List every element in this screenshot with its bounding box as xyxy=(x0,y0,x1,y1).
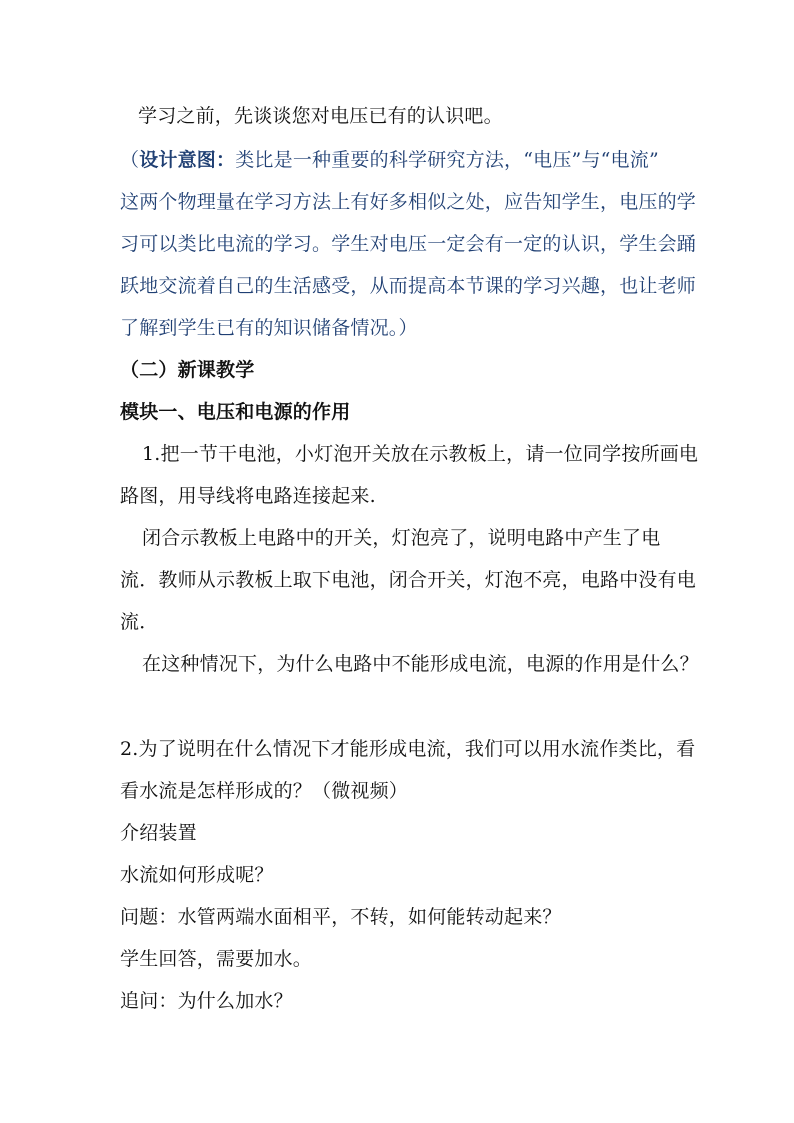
design-intent-line-2: 这两个物理量在学习方法上有好多相似之处，应告知学生，电压的学 xyxy=(120,191,697,213)
design-intent-line-4: 跃地交流着自己的生活感受，从而提高本节课的学习兴趣，也让老师 xyxy=(120,275,697,297)
section-title: （二）新课教学 xyxy=(120,359,255,381)
step1-line-5: 流． xyxy=(120,611,159,633)
design-intent-line-5: 了解到学生已有的知识储备情况。） xyxy=(120,317,418,339)
design-intent-line-3: 习可以类比电流的学习。学生对电压一定会有一定的认识，学生会踊 xyxy=(120,233,697,255)
step1-line-3: 闭合示教板上电路中的开关，灯泡亮了，说明电路中产生了电 xyxy=(142,527,661,549)
design-open-paren: （ xyxy=(120,149,140,171)
step1-line-2: 路图，用导线将电路连接起来. xyxy=(120,485,376,507)
design-intent-text: 类比是一种重要的科学研究方法，“电压”与“电流” xyxy=(235,149,659,171)
step2-line-4: 水流如何形成呢？ xyxy=(120,864,274,886)
design-intent-label: 设计意图： xyxy=(139,149,236,171)
step2-line-3: 介绍装置 xyxy=(120,822,197,844)
step2-line-5: 问题：水管两端水面相平，不转，如何能转动起来？ xyxy=(120,906,562,928)
module-title: 模块一、电压和电源的作用 xyxy=(120,401,351,423)
design-intent-line-1 xyxy=(120,147,659,173)
intro-paragraph: 学习之前，先谈谈您对电压已有的认识吧。 xyxy=(138,105,503,127)
step2-line-2: 看水流是怎样形成的？（微视频） xyxy=(120,780,409,802)
step1-line-1: 1.把一节干电池，小灯泡开关放在示教板上，请一位同学按所画电 xyxy=(142,443,699,465)
step2-line-1: 2.为了说明在什么情况下才能形成电流，我们可以用水流作类比，看 xyxy=(120,738,696,760)
step2-line-7: 追问：为什么加水？ xyxy=(120,990,293,1012)
step2-line-6: 学生回答，需要加水。 xyxy=(120,948,313,970)
step1-line-6: 在这种情况下，为什么电路中不能形成电流，电源的作用是什么？ xyxy=(142,653,699,675)
step1-line-4: 流．教师从示教板上取下电池，闭合开关，灯泡不亮，电路中没有电 xyxy=(120,569,697,591)
